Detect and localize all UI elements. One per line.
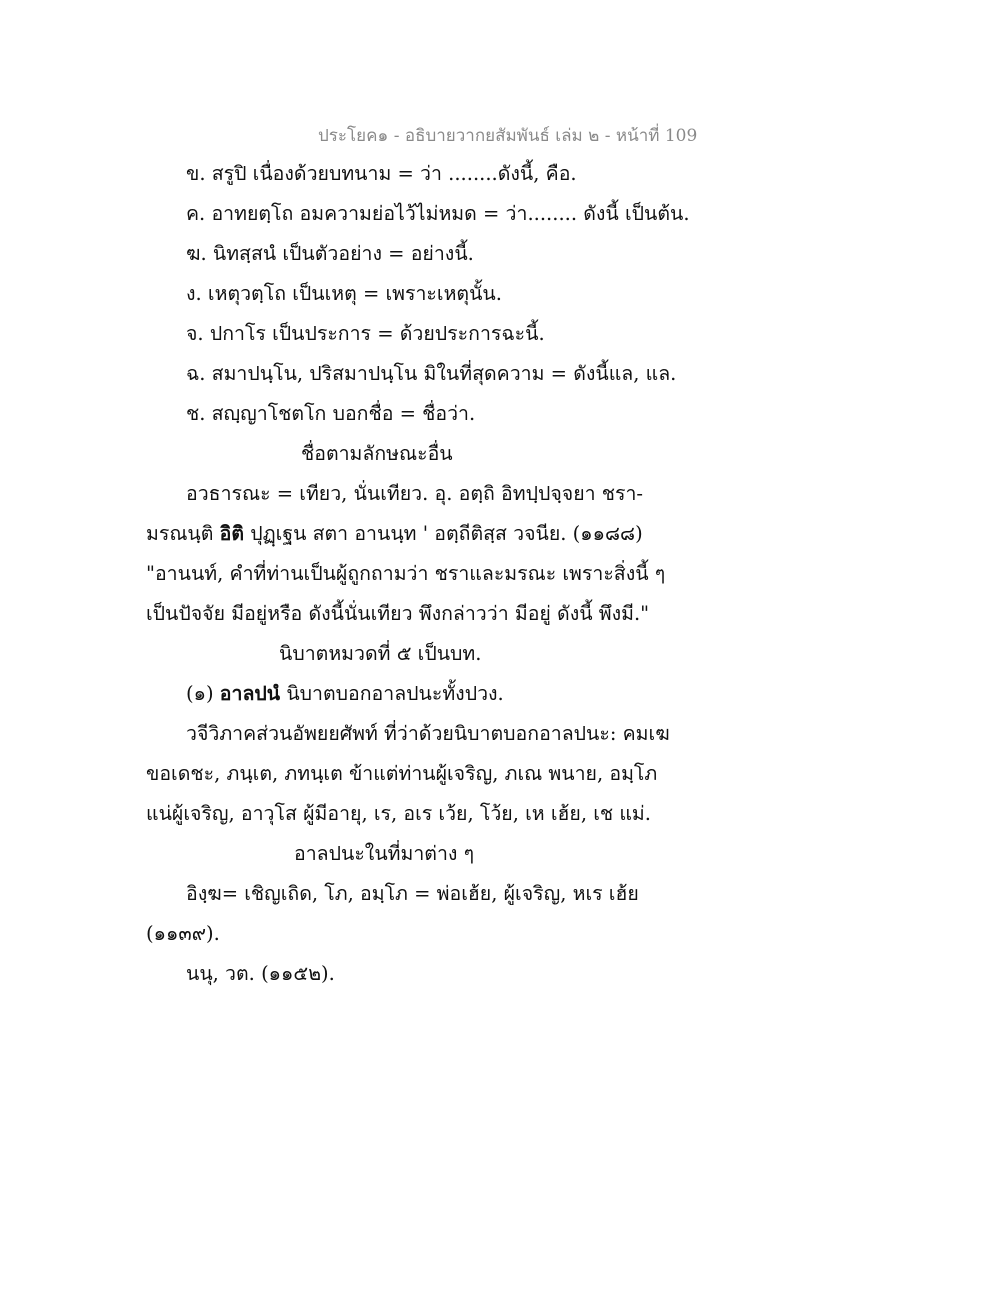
section-heading-alapana: อาลปนะในที่มาต่าง ๆ [294, 842, 475, 865]
paragraph-line: (๑๑๓๙). [146, 922, 220, 945]
text-span: นิบาตบอกอาลปนะทั้งปวง. [280, 682, 504, 705]
list-item-ngo: ง. เหตุวตฺโถ เป็นเหตุ = เพราะเหตุนั้น. [186, 282, 502, 305]
paragraph-line: แน่ผู้เจริญ, อาวุโส ผู้มีอายุ, เร, อเร เว้ย, โว้ย, เห เฮ้ย, เช แม่. [146, 802, 651, 825]
text-span: ปุฏฺเฐน สตา อานนฺท ' อตฺถีติสฺส วจนีย. (๑๑๘๘) [244, 522, 643, 545]
list-item-cho: จ. ปกาโร เป็นประการ = ด้วยประการฉะนี้. [186, 322, 545, 345]
paragraph-line: "อานนท์, คำที่ท่านเป็นผู้ถูกถามว่า ชราและมรณะ เพราะสิ่งนี้ ๆ [146, 562, 666, 585]
page-header: ประโยค๑ - อธิบายวากยสัมพันธ์ เล่ม ๒ - หน้าที่ 109 [318, 126, 698, 146]
paragraph-line: วจีวิภาคส่วนอัพยยศัพท์ ที่ว่าด้วยนิบาตบอกอาลปนะ: คมเฆ [186, 722, 670, 745]
paragraph-line: อวธารณะ = เทียว, นั่นเทียว. อุ. อตฺถิ อิทปฺปจฺจยา ชรา- [186, 482, 644, 505]
text-span: มรณนฺติ [146, 522, 220, 545]
list-item-chho: ฉ. สมาปนฺโน, ปริสมาปนฺโน มิในที่สุดความ = ดังนี้แล, แล. [186, 362, 677, 385]
section-heading-group5: นิบาตหมวดที่ ๕ เป็นบท. [279, 642, 482, 665]
paragraph-line [186, 681, 504, 707]
paragraph-line: อิงฺฆ= เชิญเถิด, โภ, อมฺโภ = พ่อเฮ้ย, ผู้เจริญ, หเร เฮ้ย [186, 882, 639, 905]
paragraph-line: ขอเดชะ, ภนฺเต, ภทนฺเต ข้าแต่ท่านผู้เจริญ, ภเณ พนาย, อมฺโภ [146, 762, 658, 785]
list-item-kho-khwai: ค. อาทยตฺโถ อมความย่อไว้ไม่หมด = ว่า........ ดังนี้ เป็นต้น. [186, 202, 690, 225]
list-item-kho-rakhang: ฆ. นิทสฺสนํ เป็นตัวอย่าง = อย่างนี้. [186, 242, 474, 265]
list-item-kho: ข. สรูปิ เนื่องด้วยบทนาม = ว่า ........ดังนี้, คือ. [186, 162, 577, 185]
text-span: (๑) [186, 682, 220, 705]
paragraph-line: นนุ, วต. (๑๑๕๒). [186, 962, 335, 985]
bold-term-iti: อิติ [219, 522, 244, 545]
list-item-cho-chang: ช. สญฺญาโชตโก บอกชื่อ = ชื่อว่า. [186, 402, 476, 425]
paragraph-line [146, 521, 643, 547]
bold-term-alapanam: อาลปนํ [219, 682, 281, 705]
paragraph-line: เป็นปัจจัย มีอยู่หรือ ดังนี้นั่นเทียว พึงกล่าวว่า มีอยู่ ดังนี้ พึงมี." [146, 602, 650, 625]
section-heading-other: ชื่อตามลักษณะอื่น [301, 442, 453, 465]
